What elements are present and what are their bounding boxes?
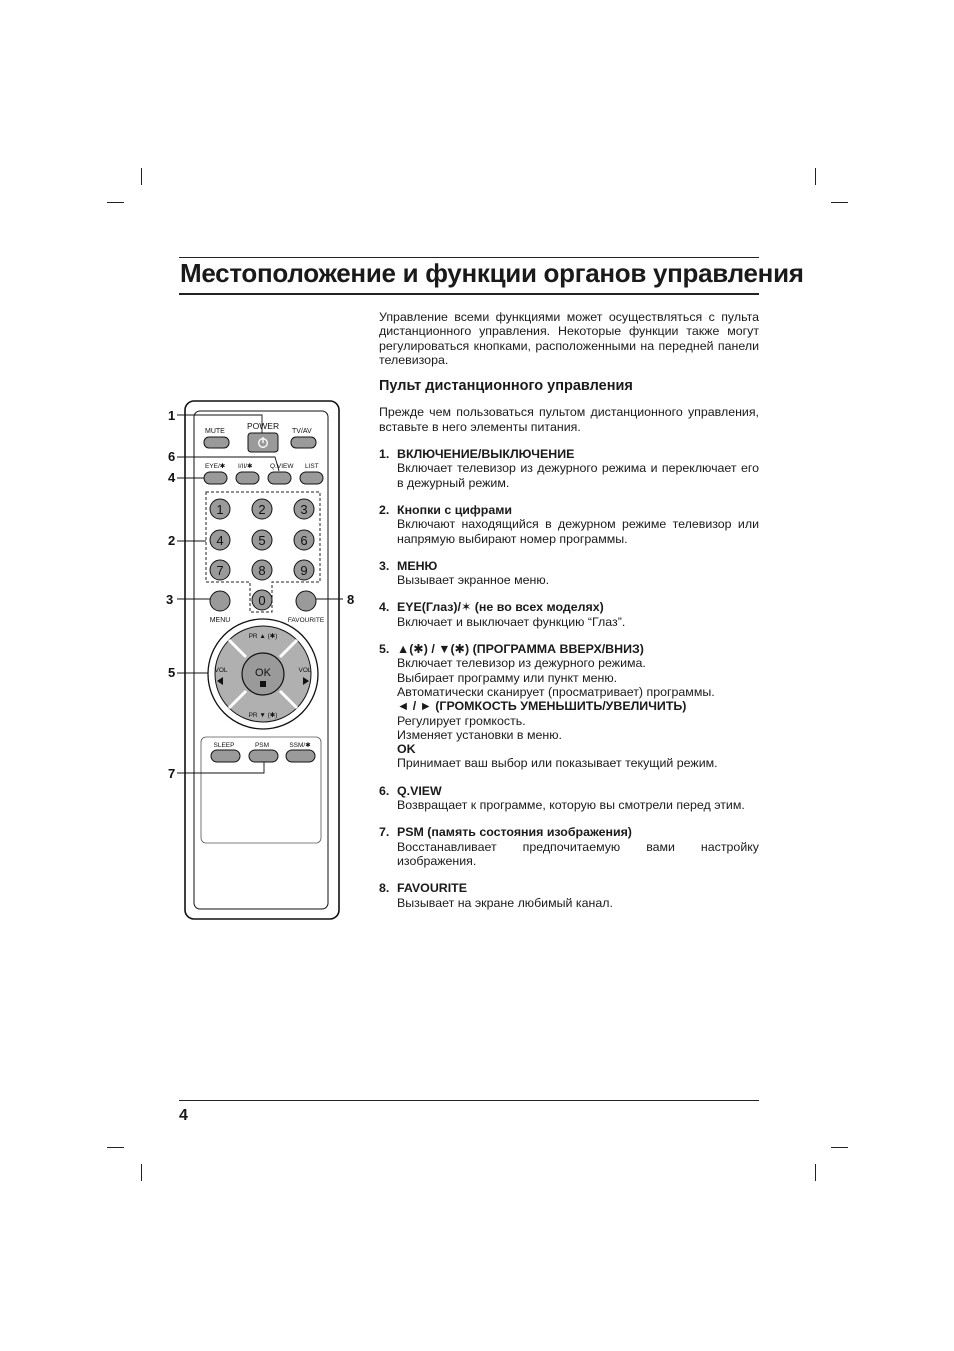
i-ii-button[interactable] <box>236 472 259 484</box>
footer-rule <box>179 1100 759 1101</box>
power-label: POWER <box>247 421 280 431</box>
item-number: 2. <box>379 502 390 517</box>
digit-label: 9 <box>300 563 308 578</box>
digit-label: 4 <box>216 533 224 548</box>
section-intro: Прежде чем пользоваться пультом дистанционного управления, вставьте в него элементы питания. <box>379 405 759 434</box>
qview-label: Q.VIEW <box>270 463 294 470</box>
digit-label: 2 <box>258 502 266 517</box>
ssm-label: SSM/✱ <box>289 742 311 749</box>
tvav-button[interactable] <box>291 437 316 448</box>
item-title: МЕНЮ <box>397 558 438 573</box>
pr-down-label: PR ▼ (✱) <box>248 712 278 719</box>
mute-label: MUTE <box>205 428 225 435</box>
page-title: Местоположение и функции органов управления <box>180 258 804 288</box>
favourite-label: FAVOURITE <box>287 617 325 624</box>
ok-label: OK <box>255 667 271 679</box>
item-text: Возвращает к программе, которую вы смотрели перед этим. <box>397 798 745 813</box>
list-item <box>379 447 759 490</box>
item-subtitle: ◄ / ► (ГРОМКОСТЬ УМЕНЬШИТЬ/УВЕЛИЧИТЬ) <box>397 699 687 714</box>
i-ii-label: I/II/✱ <box>238 463 253 470</box>
item-number: 6. <box>379 783 390 798</box>
item-number: 7. <box>379 825 390 840</box>
mute-button[interactable] <box>204 437 229 448</box>
tvav-label: TV/AV <box>292 428 312 435</box>
sleep-button[interactable] <box>211 750 240 762</box>
list-item <box>379 881 759 910</box>
ok-square-icon <box>260 681 266 687</box>
callout-4: 4 <box>168 470 176 485</box>
eye-label: EYE/✱ <box>205 463 226 470</box>
callout-5: 5 <box>168 665 176 680</box>
list-button[interactable] <box>300 472 323 484</box>
favourite-button[interactable] <box>296 591 316 611</box>
item-text: изображения. <box>397 853 477 868</box>
list-item <box>379 503 759 546</box>
item-text: Восстанавливает предпочитаемую вами настройку <box>397 839 759 854</box>
item-title: FAVOURITE <box>397 881 467 896</box>
callout-6: 6 <box>168 449 176 464</box>
eye-button[interactable] <box>204 472 227 484</box>
item-line: Изменяет установки в меню. <box>397 727 562 742</box>
item-number: 4. <box>379 600 390 615</box>
intro-paragraph: Управление всеми функциями может осуществляться с пульта дистанционного управления. Некоторые функции также могут регулироваться кнопками, расположенными на передней панели телевизора. <box>379 310 759 367</box>
list-item <box>379 559 759 588</box>
page-number: 4 <box>179 1107 188 1124</box>
psm-button[interactable] <box>249 750 278 762</box>
item-text: Включает и выключает функцию “Глаз”. <box>397 614 626 629</box>
digit-label: 5 <box>258 533 266 548</box>
item-line: Включает телевизор из дежурного режима. <box>397 656 646 671</box>
item-line: Регулирует громкость. <box>397 713 526 728</box>
text-column <box>379 310 759 910</box>
callout-7: 7 <box>168 766 176 781</box>
item-text: Вызывает экранное меню. <box>397 573 550 588</box>
item-text: Включают находящийся в дежурном режиме телевизор или напрямую выбирают номер программы. <box>397 517 759 546</box>
item-number: 3. <box>379 558 390 573</box>
digit-label: 1 <box>216 502 224 517</box>
item-line: Принимает ваш выбор или показывает текущий режим. <box>397 756 718 771</box>
callout-8: 8 <box>347 592 355 607</box>
sleep-label: SLEEP <box>213 742 235 749</box>
item-title: Кнопки с цифрами <box>397 502 513 517</box>
list-item <box>379 642 759 771</box>
psm-label: PSM <box>254 742 270 749</box>
vol-left-label: VOL <box>214 667 228 674</box>
item-line: Выбирает программу или пункт меню. <box>397 670 618 685</box>
callout-2: 2 <box>168 533 176 548</box>
item-line: Автоматически сканирует (просматривает) программы. <box>397 684 715 699</box>
menu-label: MENU <box>209 617 231 624</box>
vol-right-label: VOL <box>298 667 312 674</box>
section-heading: Пульт дистанционного управления <box>379 378 633 395</box>
callout-1: 1 <box>168 408 176 423</box>
item-number: 1. <box>379 447 390 462</box>
list-item <box>379 825 759 868</box>
ssm-button[interactable] <box>286 750 315 762</box>
item-text: Вызывает на экране любимый канал. <box>397 895 613 910</box>
digit-label: 6 <box>300 533 308 548</box>
item-title: Q.VIEW <box>397 783 442 798</box>
digit-label: 3 <box>300 502 308 517</box>
item-title: EYE(Глаз)/✶ (не во всех моделях) <box>397 600 604 615</box>
pr-up-label: PR ▲ (✱) <box>248 633 278 640</box>
digit-label: 7 <box>216 563 224 578</box>
digit-label: 0 <box>258 593 266 608</box>
item-number: 8. <box>379 881 390 896</box>
digit-label: 8 <box>258 563 266 578</box>
item-subtitle: OK <box>397 742 416 757</box>
callout-3: 3 <box>166 592 174 607</box>
list-item <box>379 784 759 813</box>
item-title: ▲(✱) / ▼(✱) (ПРОГРАММА ВВЕРХ/ВНИЗ) <box>397 642 644 657</box>
list-item <box>379 600 759 629</box>
item-text: Включает телевизор из дежурного режима и переключает его в дежурный режим. <box>397 461 759 490</box>
item-number: 5. <box>379 642 390 657</box>
list-label: LIST <box>305 463 319 470</box>
item-title: PSM (память состояния изображения) <box>397 825 632 840</box>
menu-button[interactable] <box>210 591 230 611</box>
qview-button[interactable] <box>268 472 291 484</box>
item-title: ВКЛЮЧЕНИЕ/ВЫКЛЮЧЕНИЕ <box>397 447 575 462</box>
